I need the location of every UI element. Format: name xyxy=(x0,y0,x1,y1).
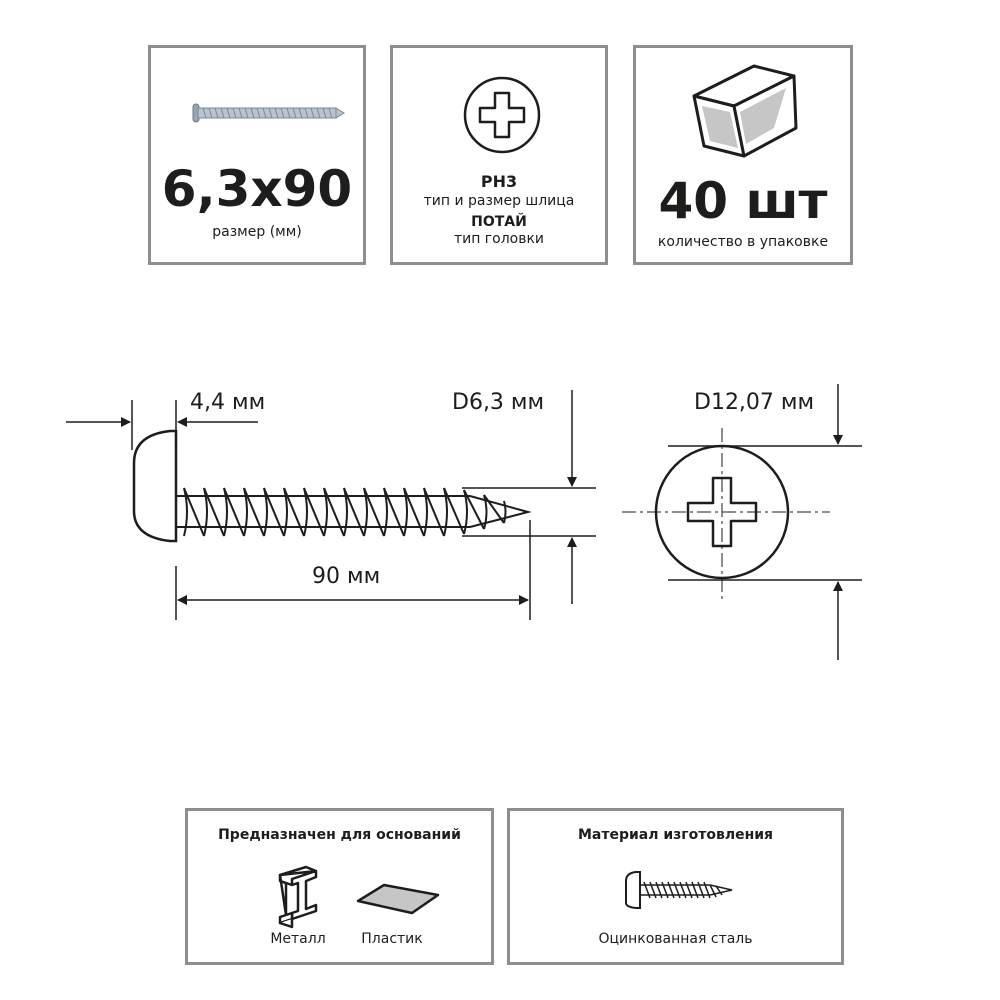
head-diameter-label: D12,07 мм xyxy=(694,390,815,415)
base-label-plastic: Пластик xyxy=(361,931,423,947)
slot-type: PH3 xyxy=(480,172,518,191)
material-value: Оцинкованная сталь xyxy=(598,931,753,947)
quantity-caption: количество в упаковке xyxy=(657,234,829,250)
thread-diameter-dimension xyxy=(462,390,596,604)
slot-type-caption: тип и размер шлица xyxy=(423,193,575,209)
head-type-caption: тип головки xyxy=(453,231,545,247)
quantity-value: 40 шт xyxy=(658,172,828,230)
head-height-label: 4,4 мм xyxy=(190,390,266,415)
material-card xyxy=(507,808,844,965)
size-value: 6,3x90 xyxy=(161,160,353,218)
size-caption: размер (мм) xyxy=(212,224,302,240)
head-type: ПОТАЙ xyxy=(471,214,527,230)
base-label-metal: Металл xyxy=(270,931,326,947)
material-title: Материал изготовления xyxy=(577,827,774,843)
screw-head-profile xyxy=(134,431,176,541)
bases-card xyxy=(185,808,494,965)
bases-title: Предназначен для оснований xyxy=(218,827,461,843)
head-top-view xyxy=(622,428,830,600)
thread-diameter-label: D6,3 мм xyxy=(452,390,545,415)
length-label: 90 мм xyxy=(312,564,381,589)
